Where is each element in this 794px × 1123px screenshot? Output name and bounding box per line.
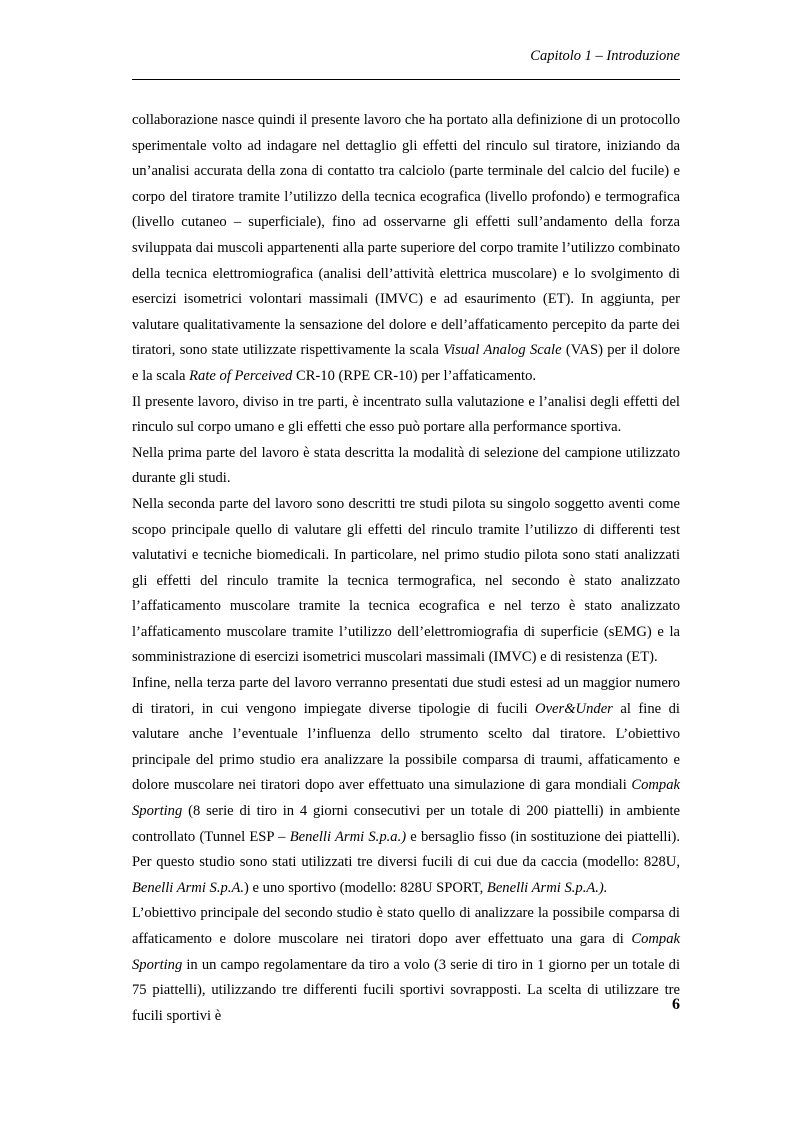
text-run: al fine di valutare anche l’eventuale l’influenza dello strumento scelto dal tiratore. L’obiettivo principale del primo studio era analizzare la possibile comparsa di traumi, affaticamento e dolore muscolare nei tiratori dopo aver effettuato una simulazione di gara mondiali: [132, 700, 680, 794]
paragraph-6: [132, 901, 680, 1029]
paragraph-3: Nella prima parte del lavoro è stata descritta la modalità di selezione del campione utilizzato durante gli studi.: [132, 444, 680, 487]
italic-run: Visual Analog Scale: [443, 342, 562, 359]
paragraph-5: [132, 671, 680, 901]
text-run: L’obiettivo principale del secondo studio è stato quello di analizzare la possibile comparsa di affaticamento e dolore muscolare nei tiratori dopo aver effettuato una gara di: [132, 905, 680, 947]
text-run: (VAS) per il dolore e la scala: [132, 342, 680, 384]
text-run: Infine, nella terza parte del lavoro verranno presentati due studi estesi ad un maggior numero di tiratori, in cui vengono impiegate diverse tipologie di fucili: [132, 675, 680, 717]
italic-run: Benelli Armi S.p.A.).: [486, 879, 608, 896]
page-number: 6: [672, 996, 680, 1013]
italic-run: Benelli Armi S.p.a.): [289, 828, 407, 845]
text-run: in un campo regolamentare da tiro a volo (3 serie di tiro in 1 giorno per un totale di 75 piattelli), utilizzando tre differenti fucili sportivi sovrapposti. La scelta di utilizzare tre fucili sportivi è: [132, 956, 680, 1024]
header-rule: [132, 79, 680, 80]
text-run: (8 serie di tiro in 4 giorni consecutivi per un totale di 200 piattelli) in ambiente controllato (Tunnel ESP –: [132, 803, 680, 845]
paragraph-1: [132, 108, 680, 390]
paragraph-4: Nella seconda parte del lavoro sono descritti tre studi pilota su singolo soggetto aventi come scopo principale quello di valutare gli effetti del rinculo tramite l’utilizzo di differenti test valutativi e tecniche biomedicali. In particolare, nel primo studio pilota sono stati analizzati gli effetti del rinculo tramite la tecnica termografica, nel secondo è stato analizzato l’affaticamento muscolare tramite la tecnica ecografica e nel terzo è stato analizzato l’affaticamento muscolare tramite l’utilizzo dell’elettromiografia di superficie (sEMG) e la somministrazione di esercizi isometrici muscolari massimali (IMVC) e di resistenza (ET).: [132, 495, 680, 666]
paragraph-2: Il presente lavoro, diviso in tre parti, è incentrato sulla valutazione e l’analisi degli effetti del rinculo sul corpo umano e gli effetti che esso può portare alla performance sportiva.: [132, 393, 680, 436]
text-run: CR-10 (RPE CR-10) per l’affaticamento.: [292, 367, 537, 384]
italic-run: Rate of Perceived: [189, 367, 293, 384]
italic-run: Over&Under: [535, 700, 613, 717]
text-run: collaborazione nasce quindi il presente lavoro che ha portato alla definizione di un protocollo sperimentale volto ad indagare nel dettaglio gli effetti del rinculo sul tiratore, iniziando da un’analisi accurata della zona di contatto tra calciolo (parte terminale del calcio del fucile) e corpo del tiratore tramite l’utilizzo della tecnica ecografica (livello profondo) e termografica (livello cutaneo – superficiale), fino ad osservarne gli effetti sull’andamento della forza sviluppata dai muscoli appartenenti alla parte superiore del corpo tramite l’utilizzo combinato della tecnica elettromiografica (analisi dell’attività elettrica muscolare) e lo svolgimento di esercizi isometrici volontari massimali (IMVC) e ad esaurimento (ET). In aggiunta, per valutare qualitativamente la sensazione del dolore e dell’affaticamento percepito da parte dei tiratori, sono state utilizzate rispettivamente la scala: [132, 112, 680, 359]
text-run: ) e uno sportivo (modello: 828U SPORT,: [244, 879, 487, 896]
italic-run: Compak Sporting: [132, 931, 680, 973]
italic-run: Compak Sporting: [132, 777, 680, 820]
body-text: [132, 108, 680, 1029]
text-run: e bersaglio fisso (in sostituzione dei piattelli). Per questo studio sono stati utilizzati tre diversi fucili di cui due da caccia (modello: 828U,: [132, 828, 680, 871]
running-header: Capitolo 1 – Introduzione: [530, 48, 680, 64]
italic-run: Benelli Armi S.p.A.: [132, 879, 245, 896]
